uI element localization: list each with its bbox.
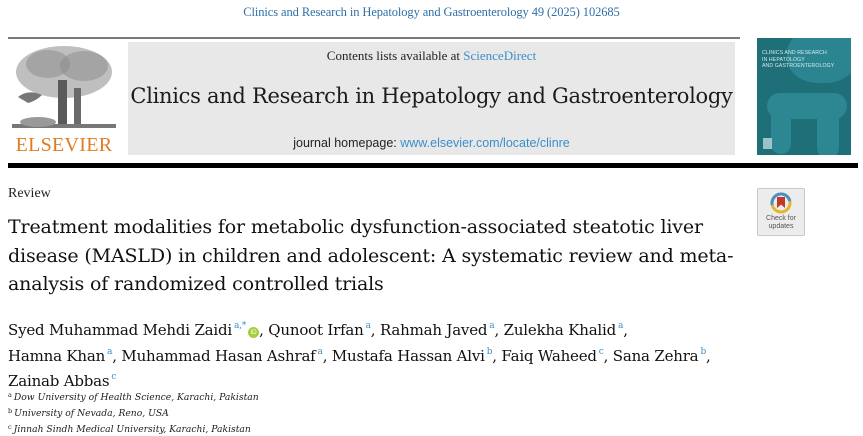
- cover-colon-shape: [771, 106, 791, 154]
- author-affiliation-marker[interactable]: b: [700, 346, 706, 357]
- author-affiliation-marker[interactable]: a,*: [234, 321, 247, 331]
- affiliation-item: [8, 421, 259, 436]
- crossmark-icon: [770, 192, 792, 214]
- check-label-line: updates: [768, 222, 794, 230]
- cover-title-line: IN HEPATOLOGY: [762, 56, 805, 63]
- author-name[interactable]: Mustafa Hassan Alvi: [331, 346, 485, 365]
- author-name[interactable]: Qunoot Irfan: [268, 321, 364, 339]
- author-name[interactable]: Zainab Abbas: [8, 372, 110, 390]
- cover-publisher-icon: [763, 138, 772, 149]
- top-divider: [8, 37, 740, 39]
- journal-title: Clinics and Research in Hepatology and Gastroenterology: [130, 84, 733, 108]
- author-name[interactable]: Zulekha Khalid: [503, 321, 617, 339]
- journal-masthead: [128, 42, 735, 155]
- author-affiliation-marker[interactable]: a: [489, 321, 495, 331]
- header-divider: [8, 163, 858, 168]
- tree-icon: [8, 42, 120, 134]
- homepage-prefix: journal homepage:: [293, 136, 401, 150]
- article-title: Treatment modalities for metabolic dysfunction-associated steatotic liver disease (MASLD) in children and adolescent: A systematic review and meta-analysis of randomized controlled trials: [8, 216, 734, 295]
- contents-line: [128, 48, 735, 64]
- author-affiliation-marker[interactable]: a: [618, 321, 624, 331]
- affiliation-item: [8, 389, 259, 405]
- running-header[interactable]: Clinics and Research in Hepatology and Gastroenterology 49 (2025) 102685: [243, 5, 620, 19]
- check-label-line: Check for: [766, 215, 796, 222]
- author-name[interactable]: Faiq Waheed: [501, 346, 597, 365]
- author-name[interactable]: Hamna Khan: [8, 346, 106, 365]
- journal-homepage-link[interactable]: www.elsevier.com/locate/clinre: [400, 136, 570, 150]
- homepage-line: [128, 136, 735, 150]
- author-affiliation-marker[interactable]: a: [317, 346, 323, 357]
- affiliation-key: b: [8, 406, 13, 415]
- author-name[interactable]: Syed Muhammad Mehdi Zaidi: [8, 321, 233, 339]
- orcid-icon[interactable]: iD: [248, 327, 259, 338]
- journal-cover[interactable]: [757, 38, 851, 155]
- affiliation-key: c: [8, 422, 12, 431]
- author-name[interactable]: Sana Zehra: [612, 346, 699, 365]
- author-list: Syed Muhammad Mehdi Zaidi $^{a,*}$iD , Qunoot Irfan $^a$, Rahmah Javed $^a$, Zulekha Khalid $^a$, Hamna Khan $^a$, Muhammad Hasan Ashraf $^a$, Mustafa Hassan Alvi $^b$, Faiq Waheed $^c$, Sana Zehra $^b$, Zainab Abbas $^c$: [8, 321, 711, 390]
- cover-title-line: CLINICS AND RESEARCH: [762, 50, 827, 56]
- affiliation-text: Dow University of Health Science, Karachi, Pakistan: [13, 392, 259, 403]
- check-for-updates-button[interactable]: [757, 188, 805, 236]
- affiliation-key: a: [8, 391, 12, 399]
- sciencedirect-link[interactable]: ScienceDirect: [463, 48, 537, 63]
- author-affiliation-marker[interactable]: c: [598, 346, 604, 357]
- contents-prefix: Contents lists available at: [326, 48, 464, 63]
- author-affiliation-marker[interactable]: a: [365, 321, 371, 331]
- author-affiliation-marker[interactable]: c: [111, 372, 117, 382]
- cover-colon-shape: [817, 98, 839, 155]
- author-name[interactable]: Muhammad Hasan Ashraf: [121, 346, 316, 365]
- author-affiliation-marker[interactable]: a: [107, 346, 113, 357]
- author-affiliation-marker[interactable]: b: [486, 346, 493, 357]
- affiliation-text: University of Nevada, Reno, USA: [14, 407, 169, 419]
- affiliation-item: [8, 405, 259, 421]
- affiliation-text: Jinnah Sindh Medical University, Karachi, Pakistan: [13, 423, 251, 435]
- check-for-updates-label: [758, 215, 804, 230]
- cover-title-line: AND GASTROENTEROLOGY: [762, 63, 835, 70]
- article-type: Review: [8, 186, 51, 201]
- cover-title: [762, 50, 848, 70]
- elsevier-logo[interactable]: [8, 42, 120, 157]
- elsevier-wordmark: ELSEVIER: [15, 134, 113, 156]
- author-name[interactable]: Rahmah Javed: [379, 321, 488, 339]
